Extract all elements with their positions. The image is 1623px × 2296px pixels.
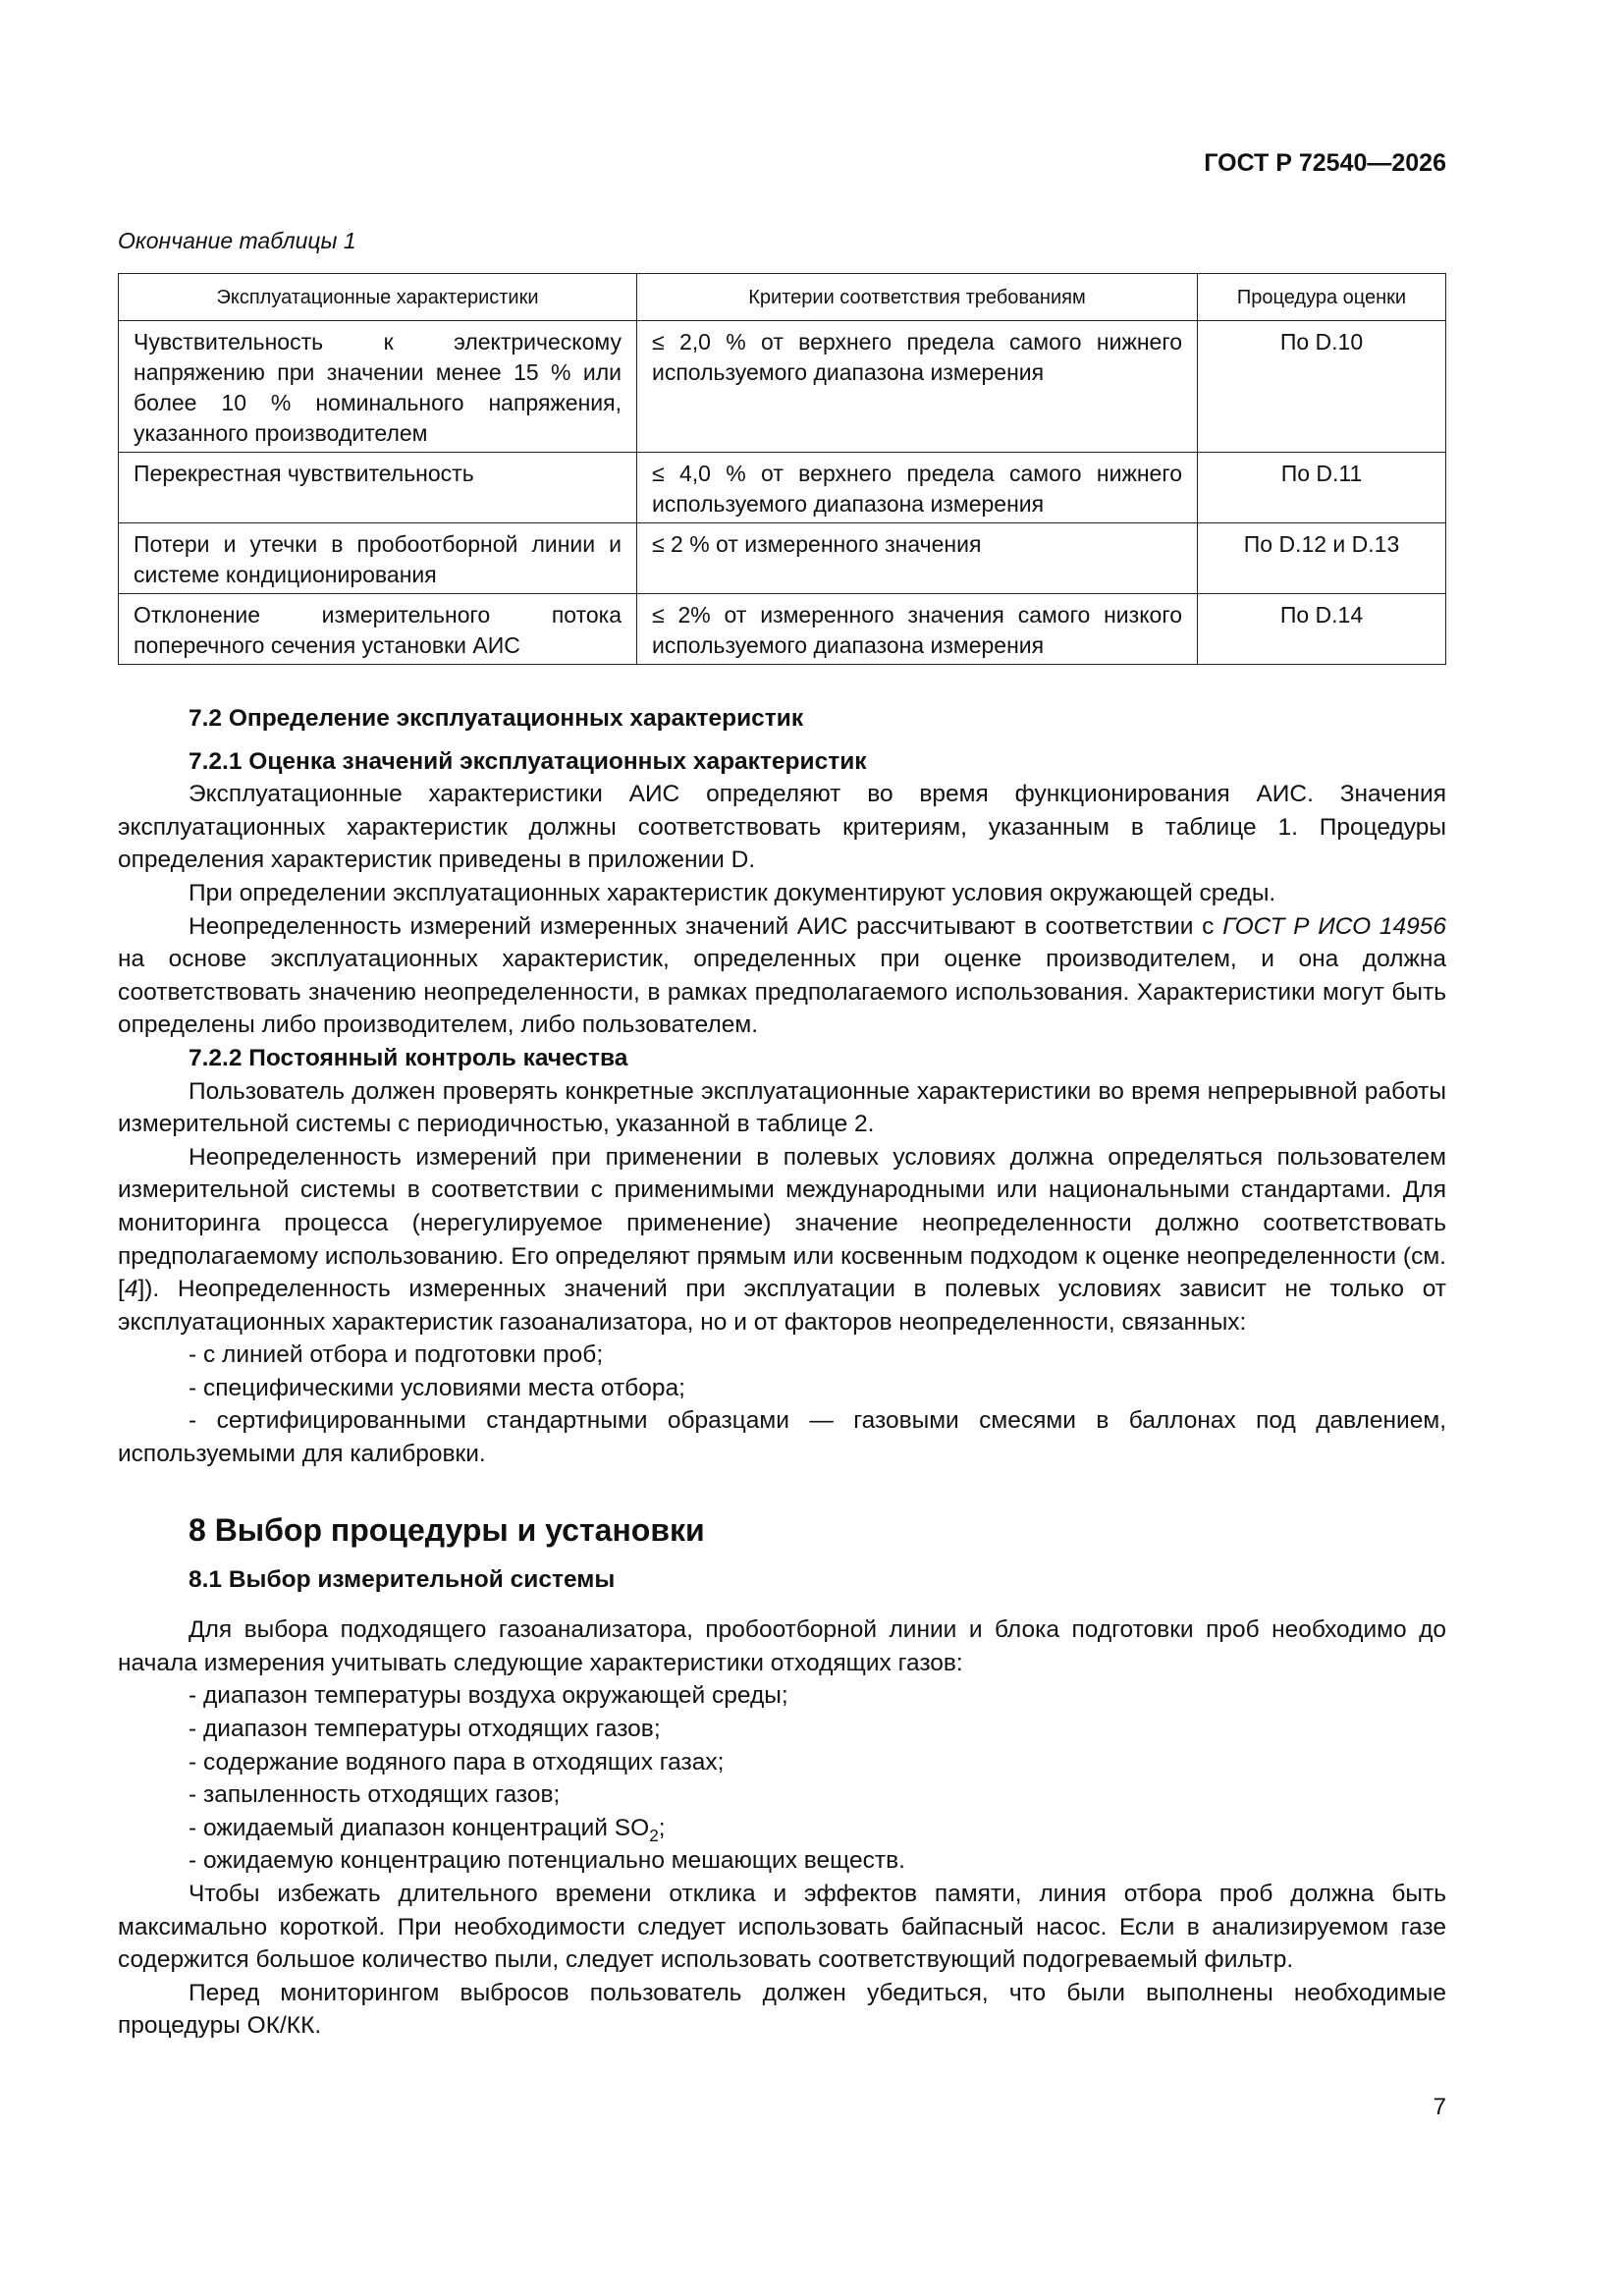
table-cell: ≤ 2,0 % от верхнего предела самого нижнего используемого диапазона измерения (637, 321, 1198, 453)
text-run: Неопределенность измерений при применении в полевых условиях должна определяться пользователем измерительной системы в соответствии с применимыми международными или национальными стандартами. Для мониторинга процесса (нерегулируемое применение) значение неопределенности должно соответствовать предполагаемому использованию. Его определяют прямым или косвенным подходом к оценке неопределенности (см. [ (118, 1143, 1446, 1303)
table-cell: ≤ 4,0 % от верхнего предела самого нижнего используемого диапазона измерения (637, 453, 1198, 523)
list-item (118, 1812, 1446, 1845)
subsection-heading-8-1: 8.1 Выбор измерительной системы (189, 1565, 616, 1593)
table-cell: По D.11 (1198, 453, 1446, 523)
table-row (119, 453, 1446, 523)
section-heading-7-2: 7.2 Определение эксплуатационных характеристик (189, 705, 804, 732)
paragraph: Пользователь должен проверять конкретные эксплуатационные характеристики во время непрерывной работы измерительной системы с периодичностью, указанной в таблице 2. (118, 1077, 1446, 1138)
text-run: на основе эксплуатационных характеристик, определенных при оценке производителем, и она должна соответствовать значению неопределенности, в рамках предполагаемого использования. Характеристики могут быть определены либо производителем, либо пользователем. (118, 946, 1446, 1039)
table-cell: Чувствительность к электрическому напряжению при значении менее 15 % или более 10 % номинального напряжения, указанного производителем (119, 321, 637, 453)
paragraph (118, 910, 1446, 1042)
list-item: - специфическими условиями места отбора; (189, 1374, 685, 1401)
list-item: - ожидаемую концентрацию потенциально мешающих веществ. (189, 1847, 905, 1875)
table-cell: ≤ 2 % от измеренного значения (637, 523, 1198, 594)
list-item: - сертифицированными стандартными образцами — газовыми смесями в баллонах под давлением, используемыми для калибровки. (118, 1407, 1446, 1468)
column-header: Критерии соответствия требованиям (637, 274, 1198, 321)
column-header: Процедура оценки (1198, 274, 1446, 321)
bibliography-reference: 4 (124, 1276, 138, 1303)
table-cell: По D.12 и D.13 (1198, 523, 1446, 594)
table-row (119, 321, 1446, 453)
paragraph: Перед мониторингом выбросов пользователь должен убедиться, что были выполнены необходимые процедуры ОК/КК. (118, 1979, 1446, 2040)
section-heading-8: 8 Выбор процедуры и установки (189, 1511, 705, 1548)
standard-reference: ГОСТ Р ИСО 14956 (1222, 912, 1446, 940)
table-cell: ≤ 2% от измеренного значения самого низкого используемого диапазона измерения (637, 594, 1198, 665)
document-code: ГОСТ Р 72540—2026 (1204, 149, 1446, 177)
list-item: - диапазон температуры воздуха окружающей среды; (189, 1682, 788, 1710)
subsection-heading-7-2-1: 7.2.1 Оценка значений эксплуатационных характеристик (189, 747, 867, 775)
table-cell: Отклонение измерительного потока поперечного сечения установки АИС (119, 594, 637, 665)
list-item: - содержание водяного пара в отходящих газах; (189, 1748, 725, 1776)
table-cell: По D.10 (1198, 321, 1446, 453)
paragraph: Эксплуатационные характеристики АИС определяют во время функционирования АИС. Значения эксплуатационных характеристик должны соответствовать критериям, указанным в таблице 1. Процедуры определения характеристик приведены в приложении D. (118, 781, 1446, 874)
page-number: 7 (1433, 2094, 1446, 2120)
text-run: - ожидаемый диапазон концентраций SO (189, 1814, 650, 1841)
paragraph: Для выбора подходящего газоанализатора, пробоотборной линии и блока подготовки проб необходимо до начала измерения учитывать следующие характеристики отходящих газов: (118, 1616, 1446, 1676)
paragraph (118, 1141, 1446, 1339)
text-run: ; (658, 1814, 666, 1841)
table-caption: Окончание таблицы 1 (118, 228, 356, 253)
text-run: ]). Неопределенность измеренных значений при эксплуатации в полевых условиях зависит не только от эксплуатационных характеристик газоанализатора, но и от факторов неопределенности, связанных: (118, 1276, 1446, 1336)
table-cell: Потери и утечки в пробоотборной линии и системе кондиционирования (119, 523, 637, 594)
list-item: - с линией отбора и подготовки проб; (189, 1341, 604, 1369)
list-item: - запыленность отходящих газов; (189, 1781, 561, 1809)
table-cell: По D.14 (1198, 594, 1446, 665)
table-row (119, 594, 1446, 665)
paragraph: Чтобы избежать длительного времени отклика и эффектов памяти, линия отбора проб должна быть максимально короткой. При необходимости следует использовать байпасный насос. Если в анализируемом газе содержится большое количество пыли, следует использовать соответствующий подогреваемый фильтр. (118, 1881, 1446, 1974)
table-header-row (119, 274, 1446, 321)
column-header: Эксплуатационные характеристики (119, 274, 637, 321)
table-cell: Перекрестная чувствительность (119, 453, 637, 523)
subscript: 2 (649, 1825, 659, 1845)
performance-table (118, 273, 1446, 665)
document-body (118, 702, 1446, 2043)
paragraph: При определении эксплуатационных характеристик документируют условия окружающей среды. (189, 879, 1276, 906)
table-row (119, 523, 1446, 594)
subsection-heading-7-2-2: 7.2.2 Постоянный контроль качества (189, 1044, 628, 1071)
text-run: Неопределенность измерений измеренных значений АИС рассчитывают в соответствии с (189, 912, 1223, 940)
list-item: - диапазон температуры отходящих газов; (189, 1716, 661, 1743)
